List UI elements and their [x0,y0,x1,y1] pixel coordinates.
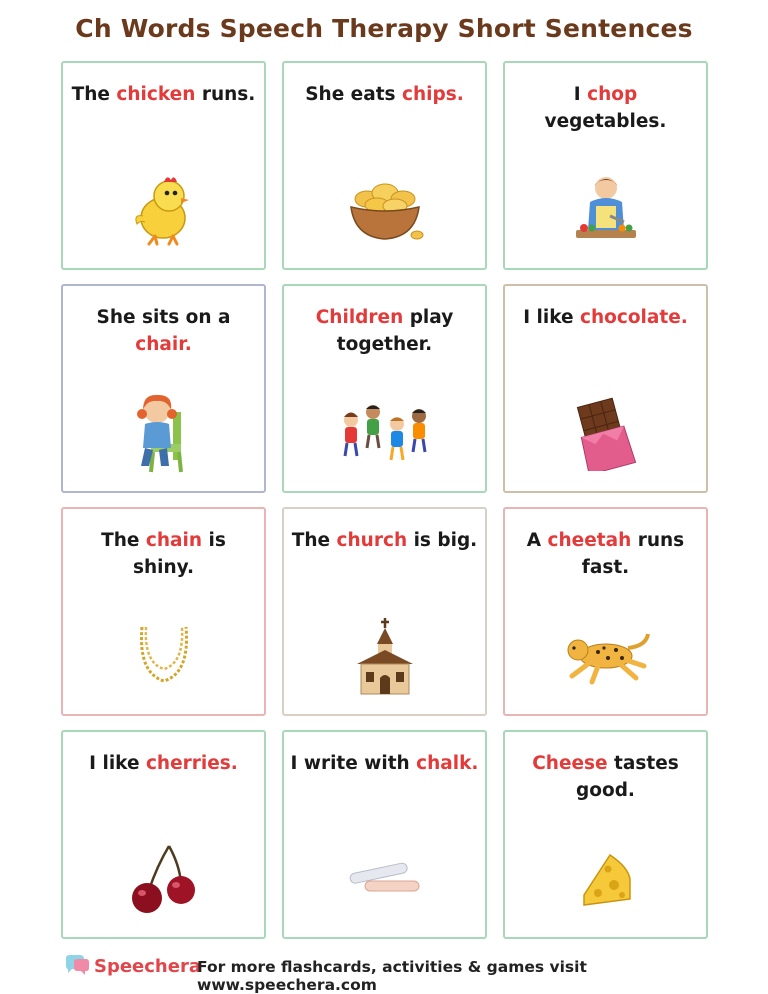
speech-bubble-icon [64,954,90,978]
card-chicken [61,61,266,270]
target-word: chips. [402,84,464,105]
target-word: chair. [135,334,192,355]
sentence: Cheese tastes good. [532,753,679,801]
target-word: chocolate. [580,307,688,328]
card-chain [61,507,266,716]
cheetah-icon [505,614,706,698]
sentence: I chop vegetables. [544,84,667,132]
target-word: chain [145,530,203,551]
target-word: Children [315,307,404,328]
church-icon [284,614,485,698]
sentence: I like chocolate. [523,307,688,328]
card-children [282,284,487,493]
footer [0,952,768,994]
card-chop [503,61,708,270]
sentence: Children play together. [315,307,454,355]
card-chalk [282,730,487,939]
card-church [282,507,487,716]
gold-chain-icon [63,614,264,698]
card-chips [282,61,487,270]
page-title: Ch Words Speech Therapy Short Sentences [75,14,693,43]
footer-link-text[interactable]: For more flashcards, activities & games visit www.speechera.com [197,958,587,994]
brand-name: Speechera [94,955,201,977]
chalk-icon [284,837,485,921]
target-word: cheetah [547,530,632,551]
target-word: church [336,530,408,551]
chopping-vegetables-icon [505,168,706,252]
sentence: She eats chips. [305,84,464,105]
target-word: Cheese [532,753,608,774]
girl-on-chair-icon [63,391,264,475]
card-cheese [503,730,708,939]
chips-bowl-icon [284,168,485,252]
target-word: chicken [116,84,196,105]
sentence: I write with chalk. [290,753,479,774]
cherries-icon [63,837,264,921]
sentence: A cheetah runs fast. [526,530,685,578]
cheese-icon [505,837,706,921]
sentence: The chicken runs. [71,84,256,105]
sentence: The chain is shiny. [101,530,226,578]
card-cherries [61,730,266,939]
children-playing-icon [284,391,485,475]
chicken-icon [63,168,264,252]
target-word: chop [587,84,638,105]
card-cheetah [503,507,708,716]
sentence: The church is big. [291,530,478,551]
chocolate-bar-icon [505,391,706,475]
target-word: chalk. [416,753,479,774]
sentence: She sits on a chair. [96,307,231,355]
target-word: cherries. [145,753,238,774]
speechera-logo [64,954,201,978]
sentence: I like cherries. [89,753,238,774]
card-chocolate [503,284,708,493]
card-chair [61,284,266,493]
